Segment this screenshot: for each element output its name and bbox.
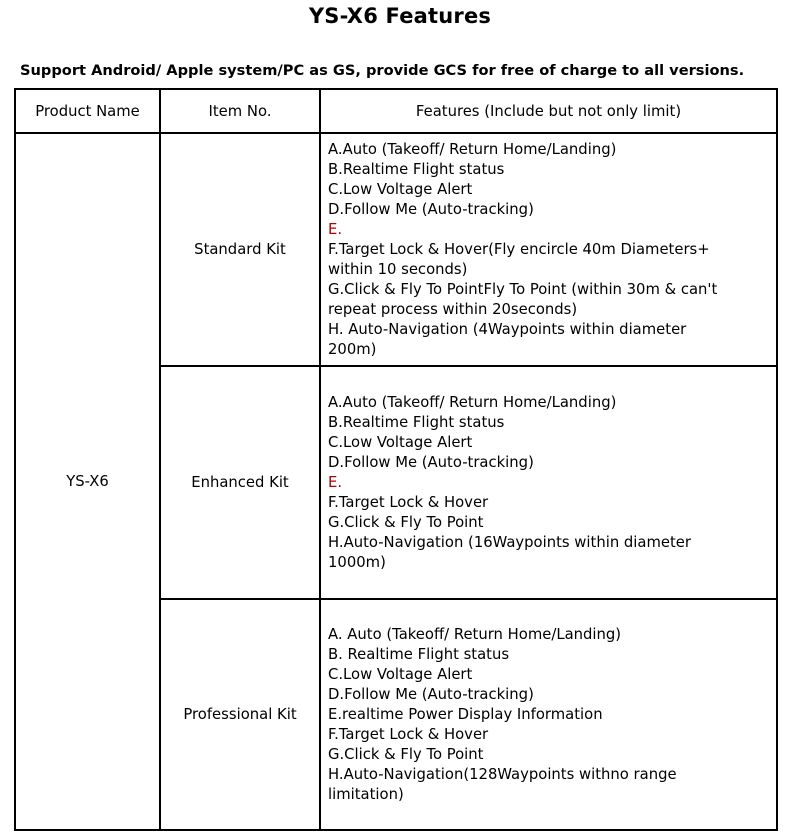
header-product-name: Product Name [15,89,160,133]
feature-line: G.Click & Fly To Point [328,513,484,531]
table-row-standard-kit [15,133,777,366]
feature-line: H.Auto-Navigation(128Waypoints withno range [328,765,677,783]
header-features: Features (Include but not only limit) [320,89,777,133]
feature-line: 200m) [328,340,377,358]
feature-line: A.Auto (Takeoff/ Return Home/Landing) [328,393,617,411]
feature-line: B. Realtime Flight status [328,645,510,663]
feature-line: F.Target Lock & Hover [328,493,489,511]
header-item-no: Item No. [160,89,320,133]
feature-line: A. Auto (Takeoff/ Return Home/Landing) [328,625,622,643]
features-professional-kit [320,599,777,830]
feature-line: B.Realtime Flight status [328,413,505,431]
table-header-row [15,89,777,133]
feature-line: D.Follow Me (Auto-tracking) [328,200,534,218]
feature-line: A.Auto (Takeoff/ Return Home/Landing) [328,140,617,158]
feature-line: D.Follow Me (Auto-tracking) [328,685,534,703]
product-name-cell: YS-X6 [15,133,160,830]
item-enhanced-kit: Enhanced Kit [160,366,320,599]
feature-line-e: E. [328,220,343,238]
feature-line: F.Target Lock & Hover [328,725,489,743]
feature-line: H.Auto-Navigation (16Waypoints within diameter [328,533,691,551]
feature-line: repeat process within 20seconds) [328,300,578,318]
feature-line: B.Realtime Flight status [328,160,505,178]
item-standard-kit: Standard Kit [160,133,320,366]
feature-line: G.Click & Fly To PointFly To Point (within 30m & can't [328,280,718,298]
feature-line: F.Target Lock & Hover(Fly encircle 40m Diameters+ [328,240,710,258]
features-enhanced-kit [320,366,777,599]
feature-line: H. Auto-Navigation (4Waypoints within diameter [328,320,687,338]
feature-line: C.Low Voltage Alert [328,180,473,198]
feature-line-e: E. [328,473,343,491]
feature-line: limitation) [328,785,404,803]
feature-line: within 10 seconds) [328,260,468,278]
page-title: YS-X6 Features [308,4,492,28]
feature-line: C.Low Voltage Alert [328,433,473,451]
features-standard-kit [320,133,777,366]
feature-line: E.realtime Power Display Information [328,705,603,723]
feature-line: D.Follow Me (Auto-tracking) [328,453,534,471]
feature-line: G.Click & Fly To Point [328,745,484,763]
item-professional-kit: Professional Kit [160,599,320,830]
feature-line: 1000m) [328,553,386,571]
page-subtitle: Support Android/ Apple system/PC as GS, provide GCS for free of charge to all versions. [20,62,745,79]
features-table [14,88,778,831]
feature-line: C.Low Voltage Alert [328,665,473,683]
